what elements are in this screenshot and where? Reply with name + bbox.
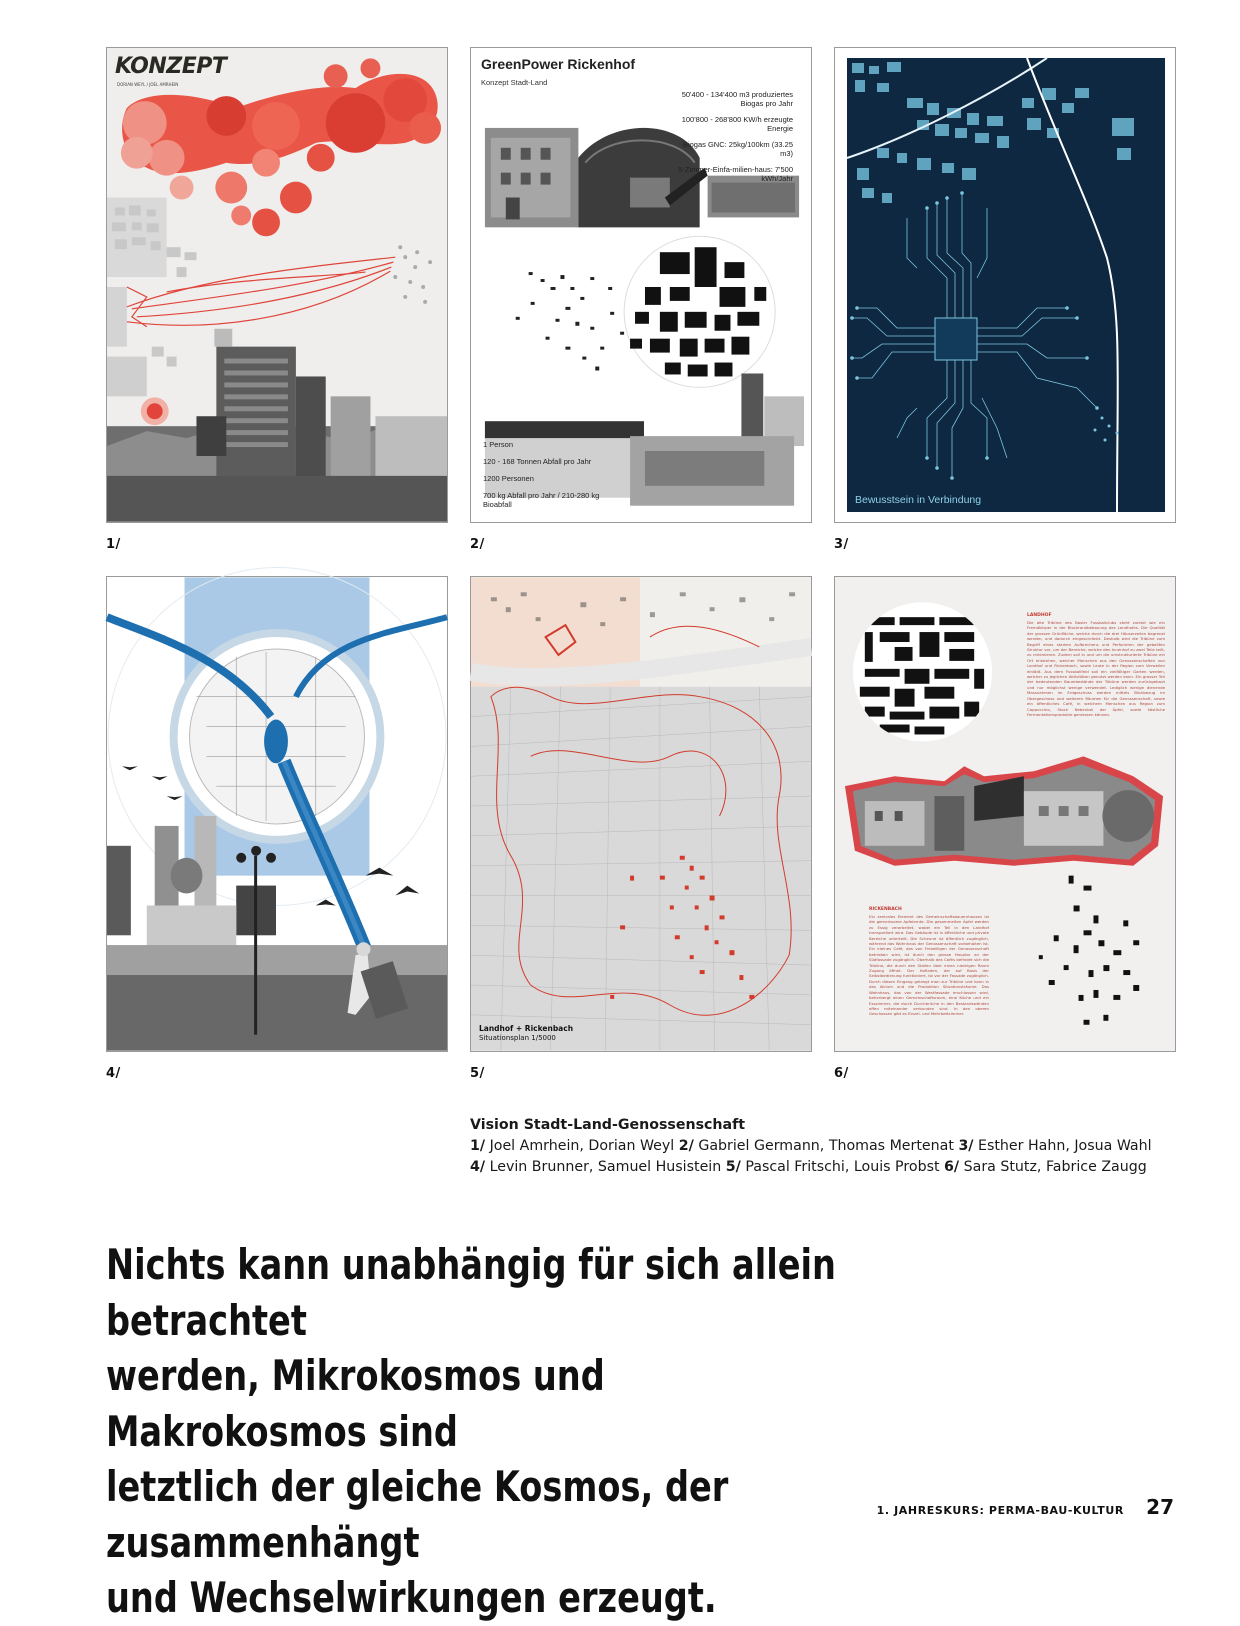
plan-title: Landhof + Rickenbach — [479, 1024, 574, 1033]
poster-circuit — [834, 47, 1176, 523]
panel-number-3: 3/ — [834, 537, 849, 552]
section-text-rickenbach: Ein zentrales Element des Gemeinschaftsbauernhauses ist die gemeinsame Apfelernte. Die gesammelten Äpfel werden zu Essig verarbeitet, wobei ein Teil in den Landhof transportiert wird. Das Gebäude ist in öffentliche und private Bereiche unterteilt. Die Scheune ist öffentlich zugänglich, während das Wohnhaus der Genossenschaft vorbehalten ist. Ein kleines Café, das von Freiwilligen der Genossenschaft betrieben wird, ist durch den grosse Hauptor an der Südfassade zugänglich. Oberhalb des Cafés befindet sich die Tribüne, die durch den Stallen über einen niedrigen Raum Zugang öffnet. Der Hofladen, der auf Basis der Selbstbedienung funktioniert, ist vor der Fassade zugänglich. Durch diesen Eingang gelangt man zur Tribüne und kann in das Atrium und die Produktion Situationsträume. Das Wohnhaus, das von der Westfassade erschlossen wird, beherbergt einen Gemeinschaftsraum, eine Küche und ein Esszimmer, die durch Durchbrüche in den Bestandswänden offen miteinander verbunden sind. In den oberen Geschossen gibt es Einzel- und Mehrbettzimmer. — [869, 914, 989, 1017]
credit-names: Levin Brunner, Samuel Husistein — [489, 1159, 722, 1175]
panel-number-6: 6/ — [834, 1066, 849, 1081]
plan-scale: Situationsplan 1/5000 — [479, 1034, 556, 1042]
credit-names: Joel Amrhein, Dorian Weyl — [489, 1138, 675, 1154]
credit-number: 2/ — [678, 1138, 694, 1154]
poster-label: Bewusstsein in Verbindung — [855, 494, 982, 506]
circuit-graphic — [847, 58, 1165, 512]
credit-names: Esther Hahn, Josua Wahl — [978, 1138, 1152, 1154]
credit-names: Gabriel Germann, Thomas Mertenat — [698, 1138, 954, 1154]
poster-subtitle: DORIAN WEYL / JOEL AMRHEIN — [117, 82, 179, 87]
figure-caption — [470, 1115, 1180, 1178]
quote-line: werden, Mikrokosmos und Makrokosmos sind — [106, 1351, 605, 1456]
credit-number: 1/ — [470, 1138, 486, 1154]
poster-greenpower — [470, 47, 812, 523]
poster-city-lake — [106, 576, 448, 1052]
plan-label — [479, 1024, 573, 1043]
fact: 1200 Personen — [483, 474, 534, 483]
quote-line: letztlich der gleiche Kosmos, der zusammenhängt — [106, 1462, 729, 1567]
running-footer: 1. JAHRESKURS: PERMA-BAU-KULTUR — [876, 1504, 1124, 1517]
credit-number: 5/ — [725, 1159, 741, 1175]
quote-line: und Wechselwirkungen erzeugt. — [106, 1573, 717, 1622]
credit-names: Sara Stutz, Fabrice Zaugg — [963, 1159, 1147, 1175]
credit-number: 3/ — [958, 1138, 974, 1154]
page-number: 27 — [1146, 1495, 1174, 1519]
site-plan — [471, 577, 811, 1051]
biogas-facts — [673, 90, 793, 190]
waste-facts — [483, 440, 603, 517]
fact: 50'400 - 134'400 m3 produziertes Biogas pro Jahr — [681, 90, 793, 108]
circuit-map — [847, 58, 1165, 512]
poster-title: GreenPower Rickenhof — [481, 56, 636, 72]
poster-landhof-rickenbach — [834, 576, 1176, 1052]
credit-number: 4/ — [470, 1159, 486, 1175]
fact: Biogas GNC: 25kg/100km (33.25 m3) — [682, 140, 793, 158]
caption-title: Vision Stadt-Land-Genossenschaft — [470, 1117, 746, 1133]
city-lake-collage — [107, 577, 447, 1051]
section-text-landhof: Die alte Tribüne des Basler Fussballclubs steht zuletzt wie ein Fremdkörper in der Blockrandbebauung des Landhofes. Die Qualität der grossen Grünfläche, welche durch die drei Häuserzeilen begrenzt werden, und dadurch eingeschränkt. Deshalb wird die Tribüne zum Begriff eines starken Aufbrechens und Perforieren der geballten Struktur vor, um der Bereiche, welche den Innenhof zu zwei Teile teilt, zu minimieren. Zudem soll in und um die umstrukturierte Tribüne ein Ort entstehen, welcher Menschen aus den Genossenschaften von Landhof und Rickenbach, sowie Leute in der Region zum Verweilen einlädt. Aus dem Fussballfeld soll ein vielfältiger Garten werden, welcher zu jeglichen Aktivitäten genutzt werden kann. Ein grosser Teil der bedeutenden Baumbestände der Tribüne werden zurückgebaut und nur möglichst wenige verwendet. Lediglich wenige dienende Massnahmen im Erdgeschoss werden mittels Blickbezug im Obergeschoss und weiteren Räumen für die Genossenschaft, sowie ein öffentliches Café, in welchem Menschen aus Region zum Cappuccino, Stock Nebenbei der Äpfel, sowie köstliche Fermentationsprodukte geniessen können. — [1027, 620, 1165, 717]
fact: 700 kg Abfall pro Jahr / 210-280 kg Bioabfall — [483, 491, 600, 509]
poster-konzept — [106, 47, 448, 523]
konzept-collage — [107, 48, 447, 522]
poster-situationsplan — [470, 576, 812, 1052]
panel-number-2: 2/ — [470, 537, 485, 552]
caption-credits-line-2 — [470, 1157, 1180, 1178]
fact: 100'800 - 268'800 KW/h erzeugte Energie — [681, 115, 793, 133]
poster-subtitle: Konzept Stadt-Land — [481, 78, 548, 87]
panel-number-1: 1/ — [106, 537, 121, 552]
fact: 1 Person — [483, 440, 514, 449]
poster-title: KONZEPT — [115, 54, 227, 79]
panel-number-5: 5/ — [470, 1066, 485, 1081]
section-head-landhof: LANDHOF — [1027, 613, 1052, 618]
panel-number-4: 4/ — [106, 1066, 121, 1081]
pull-quote — [106, 1237, 874, 1626]
quote-line: Nichts kann unabhängig für sich allein betrachtet — [106, 1240, 836, 1345]
fact: 5-Zimmer-Einfa-milien-haus: 7'500 kWh/Jahr — [678, 165, 793, 183]
credit-names: Pascal Fritschi, Louis Probst — [745, 1159, 940, 1175]
caption-credits-line-1 — [470, 1136, 1180, 1157]
section-head-rickenbach: RICKENBACH — [869, 907, 902, 912]
credit-number: 6/ — [944, 1159, 960, 1175]
fact: 120 - 168 Tonnen Abfall pro Jahr — [483, 457, 592, 466]
